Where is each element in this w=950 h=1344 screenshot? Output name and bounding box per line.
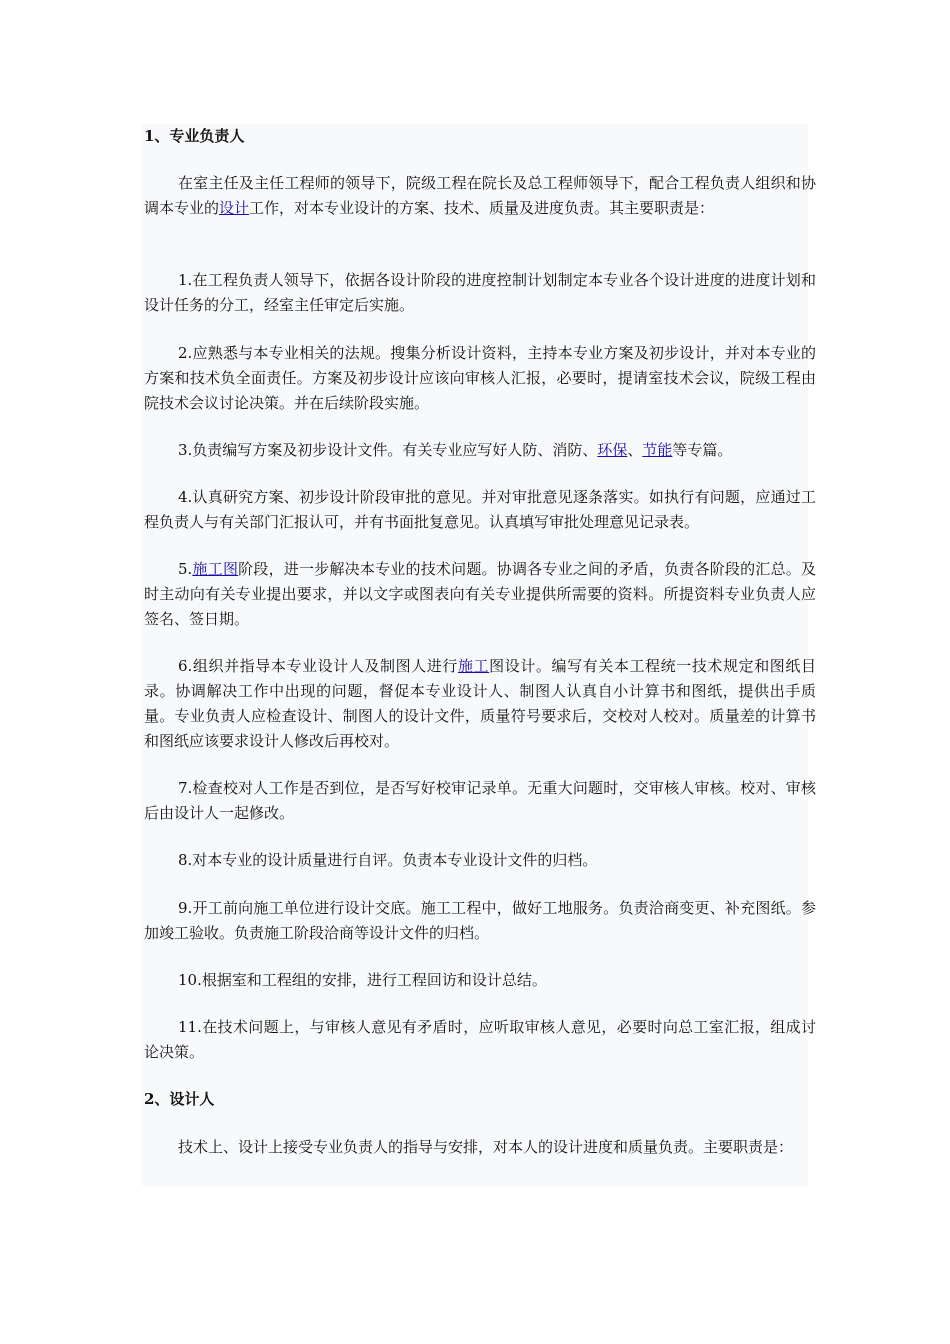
link-construction-drawing[interactable]: 施工图 xyxy=(192,560,239,578)
list-item-2: 2.应熟悉与本专业相关的法规。搜集分析设计资料，主持本专业方案及初步设计，并对本专业的方案和技术负全面责任。方案及初步设计应该向审核人汇报，必要时，提请室技术会议，院级工程由院技术会议讨论决策。并在后续阶段实施。 xyxy=(144,344,816,412)
list-item-8: 8.对本专业的设计质量进行自评。负责本专业设计文件的归档。 xyxy=(178,851,598,869)
section-1-intro xyxy=(144,171,816,221)
link-environmental[interactable]: 环保 xyxy=(597,441,628,459)
list-item-5: 5.施工图阶段，进一步解决本专业的技术问题。协调各专业之间的矛盾，负责各阶段的汇总。及时主动向有关专业提出要求，并以文字或图表向有关专业提供所需要的资料。所提资料专业负责人应签名、签日期。 xyxy=(144,560,816,628)
list-item-9: 9.开工前向施工单位进行设计交底。施工工程中，做好工地服务。负责洽商变更、补充图纸。参加竣工验收。负责施工阶段洽商等设计文件的归档。 xyxy=(144,899,816,942)
link-energy-saving[interactable]: 节能 xyxy=(642,441,673,459)
section-heading-2: 2、设计人 xyxy=(144,1090,215,1108)
intro-text: 在室主任及主任工程师的领导下，院级工程在院长及总工程师领导下，配合工程负责人组织和协调本专业的 xyxy=(144,174,816,217)
list-item-7: 7.检查校对人工作是否到位，是否写好校审记录单。无重大问题时，交审核人审核。校对、审核后由设计人一起修改。 xyxy=(144,779,816,822)
list-item-6: 6.组织并指导本专业设计人及制图人进行施工图设计。编写有关本工程统一技术规定和图纸目录。协调解决工作中出现的问题，督促本专业设计人、制图人认真自小计算书和图纸，提供出手质量。专业负责人应检查设计、制图人的设计文件，质量符号要求后，交校对人校对。质量差的计算书和图纸应该要求设计人修改后再校对。 xyxy=(144,657,816,750)
list-item-11: 11.在技术问题上，与审核人意见有矛盾时，应听取审核人意见，必要时向总工室汇报，组成讨论决策。 xyxy=(144,1018,816,1061)
list-item-4: 4.认真研究方案、初步设计阶段审批的意见。并对审批意见逐条落实。如执行有问题，应通过工程负责人与有关部门汇报认可，并有书面批复意见。认真填写审批处理意见记录表。 xyxy=(144,488,816,531)
list-item-1: 1.在工程负责人领导下，依据各设计阶段的进度控制计划制定本专业各个设计进度的进度计划和设计任务的分工，经室主任审定后实施。 xyxy=(144,271,816,314)
link-construction[interactable]: 施工 xyxy=(457,657,490,675)
document-content xyxy=(142,124,816,1186)
intro-text-end: 工作，对本专业设计的方案、技术、质量及进度负责。其主要职责是： xyxy=(249,199,715,217)
list-item-3: 3.负责编写方案及初步设计文件。有关专业应写好人防、消防、环保、节能等专篇。 xyxy=(178,441,733,459)
section-heading-1: 1、专业负责人 xyxy=(144,127,245,145)
list-item-10: 10.根据室和工程组的安排，进行工程回访和设计总结。 xyxy=(178,971,547,989)
section-2-intro: 技术上、设计上接受专业负责人的指导与安排，对本人的设计进度和质量负责。主要职责是： xyxy=(178,1138,794,1156)
link-design[interactable]: 设计 xyxy=(219,199,250,217)
